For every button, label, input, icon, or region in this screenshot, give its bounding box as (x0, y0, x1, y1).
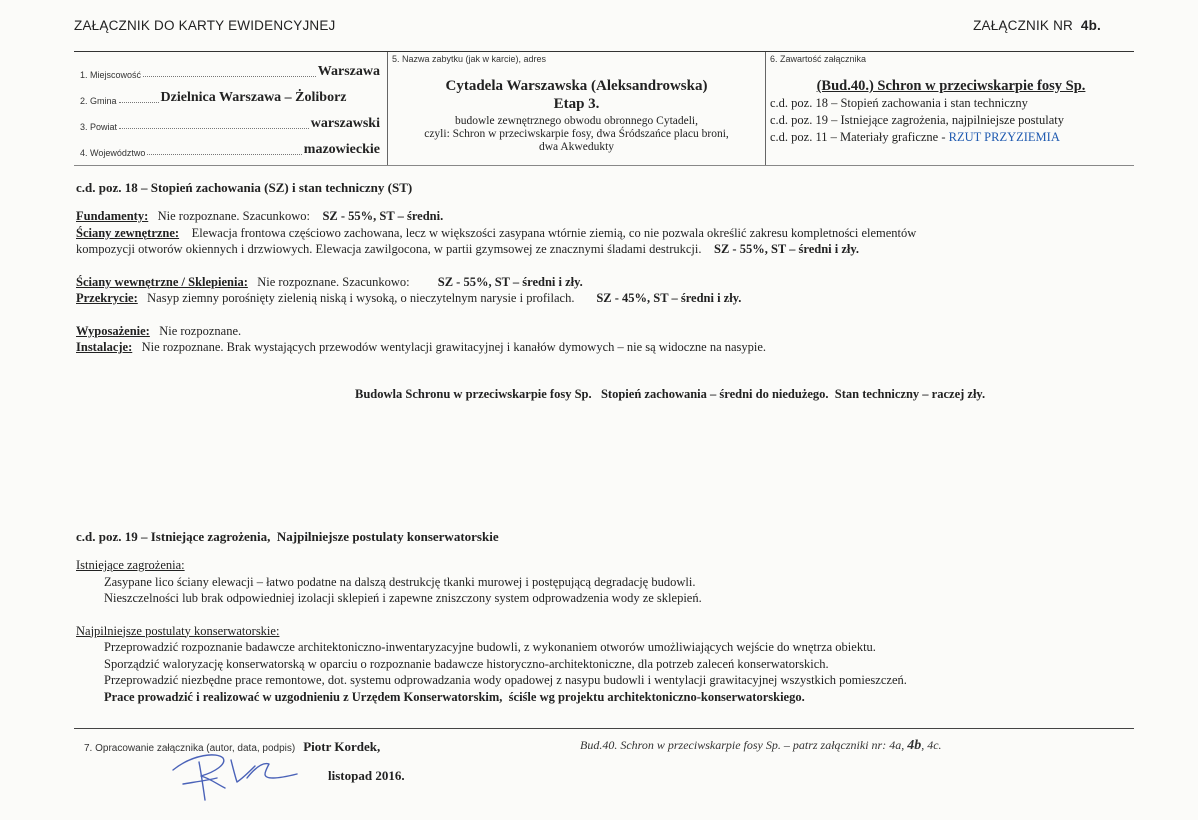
sciany-zewnetrzne-label: Ściany zewnętrzne: (76, 225, 180, 240)
section-18-body (76, 208, 1136, 356)
sciany-wewnetrzne-text: Nie rozpoznane. Szacunkowo: (257, 274, 410, 289)
attachment-number (973, 18, 1101, 33)
przekrycie-label: Przekrycie: (76, 291, 138, 305)
footer-divider (74, 728, 1134, 729)
threat-1: Zasypane lico ściany elewacji – łatwo podatne na dalszą destrukcję tkanki murowej i postępującą degradację budowli. (104, 574, 696, 589)
section-18-title: c.d. poz. 18 – Stopień zachowania (SZ) i stan techniczny (ST) (76, 180, 413, 195)
miejscowosc-value: Warszawa (317, 64, 380, 79)
footer-note-suffix: , 4c. (921, 738, 942, 752)
attachment-title: ZAŁĄCZNIK DO KARTY EWIDENCYJNEJ (74, 18, 336, 33)
monument-name: Cytadela Warszawska (Aleksandrowska) (445, 78, 708, 94)
contents-label: 6. Zawartość załącznika (770, 54, 867, 64)
gmina-row (80, 80, 380, 106)
powiat-row (80, 106, 380, 132)
section-19-body (76, 557, 1136, 705)
sciany-zewnetrzne-row-2 (76, 241, 1136, 258)
sciany-zewnetrzne-text-2: kompozycji otworów okiennych i drzwiowych. Elewacja zawilgocona, w partii gzymsowej ze znacznymi śladami destrukcji. (76, 242, 702, 256)
table-divider-2 (765, 52, 766, 165)
powiat-value: warszawski (310, 116, 380, 131)
section-19-title: c.d. poz. 19 – Istniejące zagrożenia, Najpilniejsze postulaty konserwatorskie (76, 529, 499, 544)
contents-item-3-highlight: RZUT PRZYZIEMIA (948, 130, 1060, 144)
instalacje-row (76, 339, 1136, 356)
sciany-wewnetrzne-row (76, 274, 1136, 291)
monument-line-3: dwa Akwedukty (538, 141, 615, 153)
przekrycie-row (76, 290, 1136, 307)
footer-note (580, 738, 942, 754)
fundamenty-label: Fundamenty: (76, 209, 149, 223)
sciany-zewnetrzne-row (76, 225, 1136, 242)
przekrycie-rating: SZ - 45%, ST – średni i zły. (596, 291, 742, 305)
fundamenty-text: Nie rozpoznane. Szacunkowo: (157, 209, 310, 223)
contents-block (770, 78, 1132, 146)
attachment-number-prefix: ZAŁĄCZNIK NR (973, 18, 1073, 33)
monument-block (388, 78, 765, 153)
postulate-3: Przeprowadzić niezbędne prace remontowe, dot. systemu odprowadzania wody opadowej z nasypu budowli i wentylacji grawitacyjnej wszystkich pomieszczeń. (104, 673, 907, 687)
postulate-4: Prace prowadzić i realizować w uzgodnieniu z Urzędem Konserwatorskim, ściśle wg projektu architektoniczno-konserwatorskiego. (104, 689, 805, 704)
sciany-zewnetrzne-rating: SZ - 55%, ST – średni i zły. (714, 242, 860, 256)
monument-label: 5. Nazwa zabytku (jak w karcie), adres (392, 54, 547, 64)
table-top-border (74, 51, 1134, 52)
miejscowosc-row (80, 54, 380, 80)
footer-date: listopad 2016. (328, 768, 405, 783)
postulate-2: Sporządzić waloryzację konserwatorską w oparciu o rozpoznanie badawcze historyczno-architektoniczne, dla potrzeb zaleceń konserwatorskich. (104, 656, 829, 671)
contents-item-2: c.d. poz. 19 – Istniejące zagrożenia, najpilniejsze postulaty (770, 113, 1064, 127)
footer-note-prefix: Bud.40. Schron w przeciwskarpie fosy Sp. – patrz załączniki nr: 4a, (580, 738, 905, 752)
contents-item-3-prefix: c.d. poz. 11 – Materiały graficzne - (770, 130, 949, 144)
instalacje-text: Nie rozpoznane. Brak wystających przewodów wentylacji grawitacyjnej i kanałów dymowych – nie są widoczne na nasypie. (141, 340, 767, 354)
postulates-label: Najpilniejsze postulaty konserwatorskie: (76, 623, 280, 638)
contents-item-1: c.d. poz. 18 – Stopień zachowania i stan techniczny (770, 96, 1028, 110)
attachment-number-value: 4b. (1080, 18, 1101, 33)
threats-label: Istniejące zagrożenia: (76, 558, 185, 572)
dotted-leader (119, 128, 309, 129)
contents-item-3 (770, 129, 1132, 146)
miejscowosc-label: 1. Miejscowość (80, 70, 142, 80)
gmina-label: 2. Gmina (80, 96, 117, 106)
dotted-leader (119, 102, 159, 103)
sciany-zewnetrzne-text-1: Elewacja frontowa częściowo zachowana, lecz w większości zasypana wtórnie ziemią, co nie pozwala określić zakresu kompletności elementów (191, 225, 917, 240)
footer-label: 7. Opracowanie załącznika (autor, data, podpis) (84, 743, 296, 754)
threat-2: Nieszczelności lub brak odpowiedniej izolacji sklepień i zapewne zniszczony system odprowadzenia wody ze sklepień. (104, 591, 702, 605)
dotted-leader (143, 76, 316, 77)
dotted-leader (147, 154, 301, 155)
monument-line-1: budowle zewnętrznego obwodu obronnego Cytadeli, (454, 115, 699, 127)
table-bottom-border (74, 165, 1134, 166)
sciany-wewnetrzne-rating: SZ - 55%, ST – średni i zły. (437, 274, 583, 289)
wojewodztwo-value: mazowieckie (303, 142, 380, 157)
fundamenty-rating: SZ - 55%, ST – średni. (322, 209, 444, 223)
powiat-label: 3. Powiat (80, 122, 118, 132)
przekrycie-text: Nasyp ziemny porośnięty zielenią niską i wysoką, o nieczytelnym narysie i profilach. (147, 291, 575, 305)
location-block (80, 54, 380, 158)
wyposazenie-text: Nie rozpoznane. (159, 323, 242, 338)
wyposazenie-label: Wyposażenie: (76, 323, 150, 338)
contents-title: (Bud.40.) Schron w przeciwskarpie fosy Sp. (816, 78, 1086, 94)
instalacje-label: Instalacje: (76, 340, 133, 354)
gmina-value: Dzielnica Warszawa – Żoliborz (160, 90, 347, 105)
sciany-wewnetrzne-label: Ściany wewnętrzne / Sklepienia: (76, 274, 248, 289)
monument-stage: Etap 3. (553, 96, 600, 112)
signature-mark (165, 748, 315, 808)
monument-line-2: czyli: Schron w przeciwskarpie fosy, dwa Śródszańce placu broni, (424, 128, 729, 140)
footer-author: Piotr Kordek, (303, 739, 381, 754)
fundamenty-row (76, 208, 1136, 225)
wyposazenie-row (76, 323, 1136, 340)
footer-note-bold: 4b (907, 738, 922, 753)
wojewodztwo-label: 4. Województwo (80, 148, 146, 158)
wojewodztwo-row (80, 132, 380, 158)
postulate-1: Przeprowadzić rozpoznanie badawcze architektoniczno-inwentaryzacyjne budowli, z wykonaniem otworów umożliwiających wejście do wnętrza obiektu. (104, 640, 876, 654)
section-18-summary: Budowla Schronu w przeciwskarpie fosy Sp. Stopień zachowania – średni do niedużego. Stan techniczny – raczej zły. (355, 387, 986, 401)
